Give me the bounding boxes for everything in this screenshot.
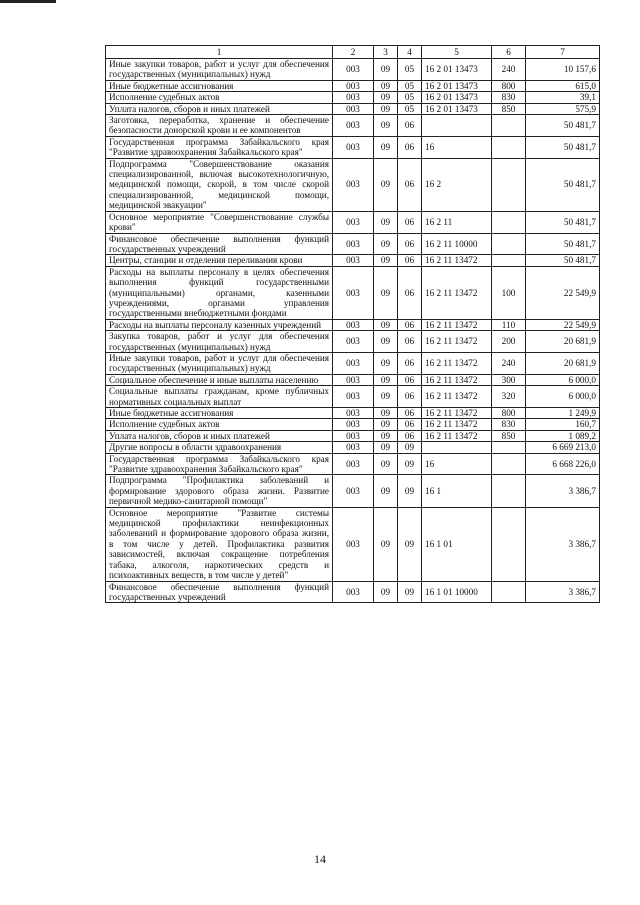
expense-type-cell bbox=[492, 233, 526, 255]
ministry-code-cell: 003 bbox=[333, 374, 374, 385]
expense-type-cell: 850 bbox=[492, 430, 526, 441]
target-article-cell: 16 2 01 13473 bbox=[422, 103, 492, 114]
table-row bbox=[106, 319, 600, 330]
expense-type-cell: 850 bbox=[492, 103, 526, 114]
expense-type-cell bbox=[492, 581, 526, 603]
section-code-cell: 09 bbox=[374, 158, 398, 211]
expense-name-cell: Другие вопросы в области здравоохранения bbox=[106, 442, 333, 453]
target-article-cell: 16 bbox=[422, 136, 492, 158]
table-body bbox=[106, 59, 600, 603]
expense-type-cell: 800 bbox=[492, 408, 526, 419]
expense-type-cell bbox=[492, 136, 526, 158]
target-article-cell: 16 2 11 13472 bbox=[422, 419, 492, 430]
subsection-code-cell: 09 bbox=[398, 475, 422, 507]
ministry-code-cell: 003 bbox=[333, 115, 374, 137]
table-row bbox=[106, 266, 600, 319]
header-row bbox=[106, 46, 600, 59]
table-row bbox=[106, 419, 600, 430]
target-article-cell: 16 2 bbox=[422, 158, 492, 211]
target-article-cell bbox=[422, 115, 492, 137]
ministry-code-cell: 003 bbox=[333, 233, 374, 255]
expense-name-cell: Заготовка, переработка, хранение и обеспечение безопасности донорской крови и ее компонентов bbox=[106, 115, 333, 137]
section-code-cell: 09 bbox=[374, 374, 398, 385]
expense-type-cell: 320 bbox=[492, 386, 526, 408]
amount-cell: 50 481,7 bbox=[526, 255, 600, 266]
table-row bbox=[106, 331, 600, 353]
expense-name-cell: Государственная программа Забайкальского края "Развитие здравоохранения Забайкальского края" bbox=[106, 453, 333, 475]
table-row bbox=[106, 430, 600, 441]
expense-name-cell: Социальные выплаты гражданам, кроме публичных нормативных социальных выплат bbox=[106, 386, 333, 408]
expense-type-cell: 800 bbox=[492, 80, 526, 91]
column-header: 3 bbox=[374, 46, 398, 59]
ministry-code-cell: 003 bbox=[333, 103, 374, 114]
subsection-code-cell: 06 bbox=[398, 408, 422, 419]
target-article-cell: 16 1 01 10000 bbox=[422, 581, 492, 603]
subsection-code-cell: 06 bbox=[398, 419, 422, 430]
table-row bbox=[106, 255, 600, 266]
subsection-code-cell: 09 bbox=[398, 581, 422, 603]
section-code-cell: 09 bbox=[374, 211, 398, 233]
section-code-cell: 09 bbox=[374, 475, 398, 507]
subsection-code-cell: 06 bbox=[398, 386, 422, 408]
table-row bbox=[106, 115, 600, 137]
target-article-cell: 16 2 11 13472 bbox=[422, 255, 492, 266]
table-row bbox=[106, 453, 600, 475]
expense-name-cell: Основное мероприятие "Развитие системы медицинской профилактики неинфекционных заболеваний и формирование здорового образа жизни, в том числе у детей. Профилактика развития зависимостей, включая сокращение потребления табака, алкоголя, наркотических средств и психоактивных веществ, в том числе у детей" bbox=[106, 507, 333, 581]
table-row bbox=[106, 211, 600, 233]
section-code-cell: 09 bbox=[374, 408, 398, 419]
subsection-code-cell: 06 bbox=[398, 255, 422, 266]
ministry-code-cell: 003 bbox=[333, 386, 374, 408]
amount-cell: 615,0 bbox=[526, 80, 600, 91]
target-article-cell: 16 bbox=[422, 453, 492, 475]
expense-type-cell: 300 bbox=[492, 374, 526, 385]
amount-cell: 6 668 226,0 bbox=[526, 453, 600, 475]
section-code-cell: 09 bbox=[374, 386, 398, 408]
subsection-code-cell: 06 bbox=[398, 158, 422, 211]
section-code-cell: 09 bbox=[374, 136, 398, 158]
amount-cell: 39,1 bbox=[526, 92, 600, 103]
table-row bbox=[106, 581, 600, 603]
expense-name-cell: Подпрограмма "Профилактика заболеваний и формирование здорового образа жизни. Развитие первичной медико-санитарной помощи" bbox=[106, 475, 333, 507]
subsection-code-cell: 06 bbox=[398, 331, 422, 353]
amount-cell: 160,7 bbox=[526, 419, 600, 430]
expense-name-cell: Финансовое обеспечение выполнения функций государственных учреждений bbox=[106, 581, 333, 603]
expense-type-cell: 240 bbox=[492, 59, 526, 81]
target-article-cell: 16 2 11 13472 bbox=[422, 266, 492, 319]
target-article-cell: 16 2 11 13472 bbox=[422, 331, 492, 353]
amount-cell: 50 481,7 bbox=[526, 136, 600, 158]
section-code-cell: 09 bbox=[374, 103, 398, 114]
table-row bbox=[106, 475, 600, 507]
target-article-cell: 16 2 11 13472 bbox=[422, 386, 492, 408]
expense-type-cell bbox=[492, 475, 526, 507]
expense-name-cell: Иные бюджетные ассигнования bbox=[106, 80, 333, 91]
expense-type-cell: 100 bbox=[492, 266, 526, 319]
table-row bbox=[106, 408, 600, 419]
budget-table bbox=[105, 45, 600, 603]
target-article-cell: 16 1 01 bbox=[422, 507, 492, 581]
section-code-cell: 09 bbox=[374, 115, 398, 137]
amount-cell: 20 681,9 bbox=[526, 331, 600, 353]
section-code-cell: 09 bbox=[374, 442, 398, 453]
section-code-cell: 09 bbox=[374, 266, 398, 319]
amount-cell: 1 089,2 bbox=[526, 430, 600, 441]
expense-name-cell: Центры, станции и отделения переливания крови bbox=[106, 255, 333, 266]
subsection-code-cell: 06 bbox=[398, 211, 422, 233]
table-row bbox=[106, 386, 600, 408]
ministry-code-cell: 003 bbox=[333, 408, 374, 419]
subsection-code-cell: 06 bbox=[398, 430, 422, 441]
target-article-cell: 16 2 11 bbox=[422, 211, 492, 233]
expense-name-cell: Иные закупки товаров, работ и услуг для обеспечения государственных (муниципальных) нужд bbox=[106, 352, 333, 374]
target-article-cell: 16 2 11 13472 bbox=[422, 374, 492, 385]
ministry-code-cell: 003 bbox=[333, 331, 374, 353]
amount-cell: 6 000,0 bbox=[526, 386, 600, 408]
table-row bbox=[106, 233, 600, 255]
amount-cell: 3 386,7 bbox=[526, 507, 600, 581]
expense-name-cell: Закупка товаров, работ и услуг для обеспечения государственных (муниципальных) нужд bbox=[106, 331, 333, 353]
subsection-code-cell: 05 bbox=[398, 103, 422, 114]
section-code-cell: 09 bbox=[374, 59, 398, 81]
expense-name-cell: Финансовое обеспечение выполнения функций государственных учреждений bbox=[106, 233, 333, 255]
ministry-code-cell: 003 bbox=[333, 255, 374, 266]
target-article-cell: 16 2 01 13473 bbox=[422, 59, 492, 81]
ministry-code-cell: 003 bbox=[333, 430, 374, 441]
expense-type-cell bbox=[492, 453, 526, 475]
expense-type-cell: 240 bbox=[492, 352, 526, 374]
table-row bbox=[106, 80, 600, 91]
section-code-cell: 09 bbox=[374, 430, 398, 441]
expense-name-cell: Социальное обеспечение и иные выплаты населению bbox=[106, 374, 333, 385]
table-row bbox=[106, 136, 600, 158]
section-code-cell: 09 bbox=[374, 419, 398, 430]
ministry-code-cell: 003 bbox=[333, 136, 374, 158]
ministry-code-cell: 003 bbox=[333, 453, 374, 475]
amount-cell: 3 386,7 bbox=[526, 581, 600, 603]
ministry-code-cell: 003 bbox=[333, 419, 374, 430]
subsection-code-cell: 06 bbox=[398, 136, 422, 158]
expense-type-cell: 830 bbox=[492, 92, 526, 103]
amount-cell: 10 157,6 bbox=[526, 59, 600, 81]
page-number: 14 bbox=[314, 852, 326, 866]
ministry-code-cell: 003 bbox=[333, 442, 374, 453]
expense-name-cell: Основное мероприятие "Совершенствование службы крови" bbox=[106, 211, 333, 233]
amount-cell: 575,9 bbox=[526, 103, 600, 114]
amount-cell: 22 549,9 bbox=[526, 319, 600, 330]
expense-name-cell: Иные бюджетные ассигнования bbox=[106, 408, 333, 419]
amount-cell: 20 681,9 bbox=[526, 352, 600, 374]
amount-cell: 22 549,9 bbox=[526, 266, 600, 319]
target-article-cell: 16 2 11 13472 bbox=[422, 408, 492, 419]
expense-type-cell: 200 bbox=[492, 331, 526, 353]
amount-cell: 1 249,9 bbox=[526, 408, 600, 419]
table-row bbox=[106, 352, 600, 374]
subsection-code-cell: 06 bbox=[398, 266, 422, 319]
expense-type-cell bbox=[492, 507, 526, 581]
section-code-cell: 09 bbox=[374, 80, 398, 91]
subsection-code-cell: 09 bbox=[398, 453, 422, 475]
section-code-cell: 09 bbox=[374, 331, 398, 353]
target-article-cell: 16 2 01 13473 bbox=[422, 80, 492, 91]
expense-type-cell: 830 bbox=[492, 419, 526, 430]
subsection-code-cell: 05 bbox=[398, 80, 422, 91]
expense-name-cell: Иные закупки товаров, работ и услуг для обеспечения государственных (муниципальных) нужд bbox=[106, 59, 333, 81]
subsection-code-cell: 06 bbox=[398, 374, 422, 385]
subsection-code-cell: 05 bbox=[398, 92, 422, 103]
ministry-code-cell: 003 bbox=[333, 211, 374, 233]
amount-cell: 50 481,7 bbox=[526, 233, 600, 255]
section-code-cell: 09 bbox=[374, 352, 398, 374]
ministry-code-cell: 003 bbox=[333, 475, 374, 507]
amount-cell: 3 386,7 bbox=[526, 475, 600, 507]
expense-type-cell bbox=[492, 255, 526, 266]
subsection-code-cell: 06 bbox=[398, 115, 422, 137]
section-code-cell: 09 bbox=[374, 92, 398, 103]
ministry-code-cell: 003 bbox=[333, 581, 374, 603]
target-article-cell: 16 2 11 13472 bbox=[422, 352, 492, 374]
target-article-cell: 16 2 11 13472 bbox=[422, 430, 492, 441]
ministry-code-cell: 003 bbox=[333, 319, 374, 330]
ministry-code-cell: 003 bbox=[333, 80, 374, 91]
table-row bbox=[106, 442, 600, 453]
target-article-cell bbox=[422, 442, 492, 453]
column-header: 2 bbox=[333, 46, 374, 59]
expense-name-cell: Государственная программа Забайкальского края "Развитие здравоохранения Забайкальского края" bbox=[106, 136, 333, 158]
section-code-cell: 09 bbox=[374, 453, 398, 475]
subsection-code-cell: 09 bbox=[398, 507, 422, 581]
column-header: 1 bbox=[106, 46, 333, 59]
top-rule-line bbox=[0, 0, 56, 3]
table-row bbox=[106, 59, 600, 81]
column-header: 7 bbox=[526, 46, 600, 59]
table-row bbox=[106, 158, 600, 211]
target-article-cell: 16 2 01 13473 bbox=[422, 92, 492, 103]
amount-cell: 50 481,7 bbox=[526, 211, 600, 233]
table-row bbox=[106, 507, 600, 581]
target-article-cell: 16 1 bbox=[422, 475, 492, 507]
amount-cell: 6 669 213,0 bbox=[526, 442, 600, 453]
ministry-code-cell: 003 bbox=[333, 59, 374, 81]
table-row bbox=[106, 103, 600, 114]
expense-name-cell: Расходы на выплаты персоналу казенных учреждений bbox=[106, 319, 333, 330]
amount-cell: 6 000,0 bbox=[526, 374, 600, 385]
column-header: 6 bbox=[492, 46, 526, 59]
column-header: 4 bbox=[398, 46, 422, 59]
subsection-code-cell: 09 bbox=[398, 442, 422, 453]
expense-type-cell bbox=[492, 442, 526, 453]
subsection-code-cell: 06 bbox=[398, 319, 422, 330]
table-row bbox=[106, 374, 600, 385]
ministry-code-cell: 003 bbox=[333, 158, 374, 211]
section-code-cell: 09 bbox=[374, 233, 398, 255]
subsection-code-cell: 06 bbox=[398, 352, 422, 374]
expense-name-cell: Расходы на выплаты персоналу в целях обеспечения выполнения функций государственными (муниципальными) органами, казенными учреждениями, органами управления государственными внебюджетными фондами bbox=[106, 266, 333, 319]
ministry-code-cell: 003 bbox=[333, 352, 374, 374]
expense-name-cell: Уплата налогов, сборов и иных платежей bbox=[106, 103, 333, 114]
subsection-code-cell: 05 bbox=[398, 59, 422, 81]
amount-cell: 50 481,7 bbox=[526, 115, 600, 137]
expense-type-cell bbox=[492, 211, 526, 233]
section-code-cell: 09 bbox=[374, 507, 398, 581]
ministry-code-cell: 003 bbox=[333, 507, 374, 581]
section-code-cell: 09 bbox=[374, 319, 398, 330]
table-row bbox=[106, 92, 600, 103]
expense-type-cell: 110 bbox=[492, 319, 526, 330]
expense-type-cell bbox=[492, 158, 526, 211]
target-article-cell: 16 2 11 13472 bbox=[422, 319, 492, 330]
ministry-code-cell: 003 bbox=[333, 92, 374, 103]
target-article-cell: 16 2 11 10000 bbox=[422, 233, 492, 255]
section-code-cell: 09 bbox=[374, 581, 398, 603]
expense-type-cell bbox=[492, 115, 526, 137]
column-header: 5 bbox=[422, 46, 492, 59]
expense-name-cell: Исполнение судебных актов bbox=[106, 419, 333, 430]
ministry-code-cell: 003 bbox=[333, 266, 374, 319]
expense-name-cell: Подпрограмма "Совершенствование оказания специализированной, включая высокотехнологичную, медицинской помощи, скорой, в том числе скорой специализированной, медицинской помощи, медицинской эвакуации" bbox=[106, 158, 333, 211]
subsection-code-cell: 06 bbox=[398, 233, 422, 255]
expense-name-cell: Исполнение судебных актов bbox=[106, 92, 333, 103]
amount-cell: 50 481,7 bbox=[526, 158, 600, 211]
expense-name-cell: Уплата налогов, сборов и иных платежей bbox=[106, 430, 333, 441]
section-code-cell: 09 bbox=[374, 255, 398, 266]
